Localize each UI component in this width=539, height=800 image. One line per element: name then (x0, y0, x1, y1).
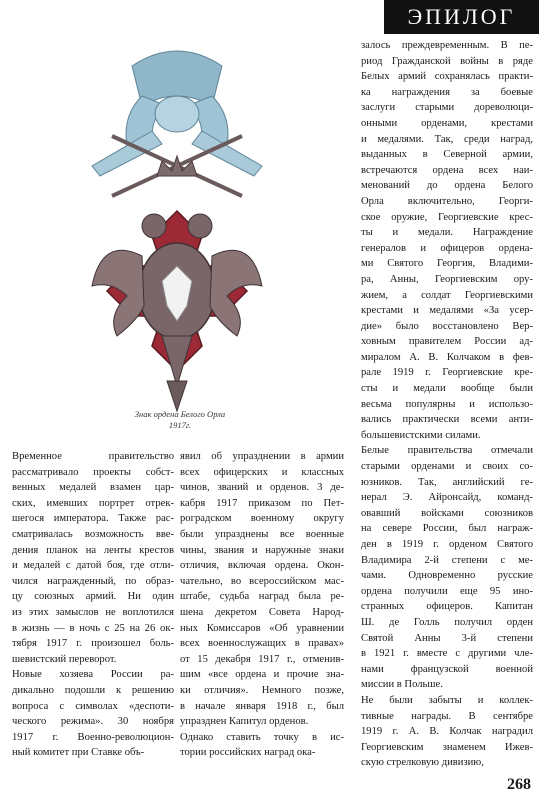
text-line: миссии в Польше. (361, 679, 443, 691)
text-line: дикально подошли к решению (12, 684, 174, 696)
text-line: Владимира 2-й степени с ме- (361, 554, 533, 566)
text-line: роградском военному округу (180, 513, 344, 525)
text-line: Новые хозяева России ра- (12, 669, 174, 681)
text-line: рассматривало проекты собст- (12, 466, 174, 478)
text-line: онными орденами, крестами (361, 117, 533, 129)
right-column-text (361, 38, 533, 771)
text-line: залось преждевременным. В пе- (361, 40, 533, 51)
text-line: менований до ордена Белого (361, 180, 533, 192)
text-line: ское оружие, Георгиевские крес- (361, 211, 533, 223)
text-line: кабря 1917 приказом по Пет- (180, 497, 344, 509)
text-line: Орла включительно, Георги- (361, 195, 533, 207)
text-line: ческого режима». 30 ноября (12, 716, 174, 728)
text-line: отличия, включая ордена. Окон- (180, 560, 344, 572)
text-line: всех офицерских и классных (180, 466, 344, 478)
text-line: шим «все ордена и прочие зна- (180, 669, 344, 681)
text-line: чился награжденный, по образ- (12, 575, 174, 587)
text-line: выданных в Северной армии, (361, 149, 533, 161)
text-line: ки отличия». Немного позже, (180, 684, 344, 696)
text-line: Временное правительство (12, 451, 174, 462)
text-line: сматривалась возможность вве- (12, 528, 174, 540)
text-line: заслуги старыми дореволюци- (361, 102, 533, 114)
text-line: тивные награды. В сентябре (361, 710, 533, 722)
text-line: сты и медали вообще были (361, 383, 533, 395)
text-line: встречаются ордена всех наи- (361, 164, 533, 176)
text-line: весьма популярны и использо- (361, 398, 533, 410)
text-line: дения планок на ленты крестов (12, 544, 174, 556)
text-line: явил об упразднении в армии (180, 451, 344, 462)
text-line: скую стрелковую дивизию, (361, 757, 484, 769)
text-line: ден в 1919 г. орденом Святого (361, 539, 533, 550)
text-line: шегося императора. Также рас- (12, 513, 174, 525)
text-line: на севере России, был награж- (361, 523, 533, 535)
text-line: Белые правительства отмечали (361, 445, 533, 457)
figure-caption (60, 409, 300, 431)
white-eagle-order-icon (72, 36, 282, 428)
text-line: в начале января 1918 г., был (180, 700, 344, 712)
text-line: Не были забыты и коллек- (361, 694, 533, 706)
text-line: цу союзных армий. Ни один (12, 591, 174, 603)
page-number: 268 (507, 776, 531, 793)
text-line: ми Святого Георгия, Владими- (361, 258, 533, 270)
text-line: в 1921 г. вместе с другими чле- (361, 648, 533, 660)
text-line: нерал Э. Айронсайд, команд- (361, 492, 533, 504)
text-line: были упразднены все военные (180, 528, 344, 540)
text-line: рале 1919 г. Георгиевские кре- (361, 367, 533, 379)
text-line: юзников. Так, английский ге- (361, 476, 533, 488)
text-line: Однако ставить точку в ис- (180, 731, 344, 743)
text-line: нами французской военной (361, 663, 533, 675)
text-line: венных медалей взамен цар- (12, 482, 174, 494)
chapter-header (384, 0, 539, 34)
text-line: и медалями. Так, среди наград, (361, 133, 533, 145)
text-line: миралом А. В. Колчаком в фев- (361, 351, 533, 363)
text-line: 1919 г. А. В. Колчак наградил (361, 726, 533, 738)
text-line: жием, а солдат Георгиевскими (361, 289, 533, 301)
chapter-title: ЭПИЛОГ (407, 4, 516, 29)
text-line: ских, имевших портрет отрек- (12, 497, 174, 509)
text-line: Георгиевским знаменем Ижев- (361, 741, 533, 753)
text-line: шевистский переворот. (12, 653, 117, 665)
text-line: риод Гражданской войны в ряде (361, 55, 533, 67)
text-line: ка награждения за боевые (361, 86, 533, 98)
lower-middle-column-text (180, 449, 344, 761)
text-line: овавший войсками союзников (361, 507, 533, 519)
text-line: старыми орденами и своих со- (361, 461, 533, 473)
text-line: ордена получили еще 95 ино- (361, 585, 533, 597)
text-line: чинов, званий и орденов. 3 де- (180, 482, 344, 494)
caption-line: Знак ордена Белого Орла (134, 409, 226, 419)
text-line: странных офицеров. Капитан (361, 601, 533, 613)
text-line: ный комитет при Ставке объ- (12, 747, 145, 759)
text-line: вались практически всеми анти- (361, 414, 533, 426)
order-badge-illustration (72, 36, 282, 428)
text-line: дие» было восстановлено Вер- (361, 320, 533, 332)
text-line: чательно, во всероссийском мас- (180, 575, 344, 587)
text-line: Белых армий сохранялась практи- (361, 71, 533, 83)
text-line: ты и медали. Награждение (361, 227, 533, 239)
text-line: ховным правителем России ад- (361, 336, 533, 348)
text-line: в жизнь — в ночь с 25 на 26 ок- (12, 622, 174, 634)
text-line: и медалей с датой боя, где отли- (12, 560, 174, 572)
text-line: шена декретом Совета Народ- (180, 606, 344, 618)
text-line: Ш. де Голль получил орден (361, 616, 533, 628)
text-line: вопроса с символах «деспоти- (12, 700, 174, 712)
text-line: тории российских наград ока- (180, 747, 316, 759)
text-line: Святой Анны 3-й степени (361, 632, 533, 644)
text-line: от 15 декабря 1917 г., отменив- (180, 653, 344, 665)
text-line: крестами и медалями «За усер- (361, 305, 533, 317)
text-line: чами. Одновременно русские (361, 570, 533, 582)
text-line: из этих замыслов не воплотился (12, 606, 174, 618)
text-line: штабе, судьба наград была ре- (180, 591, 344, 603)
text-line: тября 1917 г. произошел боль- (12, 638, 174, 650)
text-line: всех военнослужащих в правах» (180, 638, 344, 650)
text-line: генералов и офицеров ордена- (361, 242, 533, 254)
text-line: 1917 г. Военно-революцион- (12, 731, 174, 743)
text-line: большевистскими силами. (361, 429, 481, 441)
text-line: ных Комиссаров «Об уравнении (180, 622, 344, 634)
text-line: чины, звания и наружные знаки (180, 544, 344, 556)
caption-date: 1917г. (168, 420, 192, 430)
lower-left-column-text (12, 449, 174, 761)
text-line: упразднен Капитул орденов. (180, 716, 309, 728)
text-line: ра, Анны, Георгиевским ору- (361, 273, 533, 285)
